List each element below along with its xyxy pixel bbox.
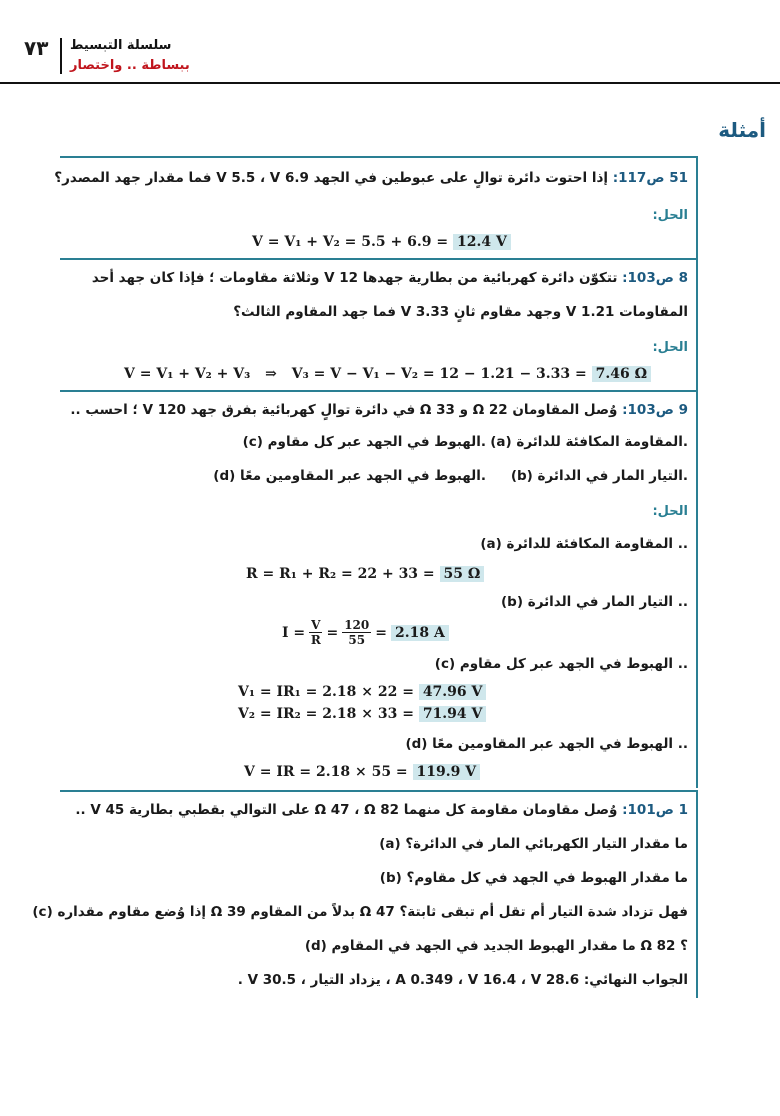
example-ref: 9 ص103: — [622, 402, 688, 418]
example-question — [54, 170, 688, 186]
answer-highlight: 55 Ω — [440, 566, 485, 582]
equation-left: V = V₁ + V₂ + V₃ — [124, 366, 251, 382]
part-b-equation — [282, 618, 449, 647]
example-ref: 1 ص101: — [622, 802, 688, 818]
option-b: (b) التيار المار في الدائرة. — [510, 468, 688, 484]
option-c: (c) الهبوط في الجهد عبر كل مقاوم. — [242, 434, 486, 450]
part-d-equation — [244, 764, 480, 780]
solution-label: الحل: — [652, 504, 688, 519]
part-a-equation — [246, 566, 484, 582]
equals-sign: = — [326, 624, 339, 641]
solution-label: الحل: — [652, 208, 688, 223]
fraction-den: R — [310, 633, 321, 647]
answer-highlight: 7.46 Ω — [592, 366, 651, 382]
question-text: وُصل مقاومان مقاومة كل منهما Ω 47 ، Ω 82 على التوالي بقطبي بطارية V 45 .. — [75, 802, 618, 818]
answer-highlight: 71.94 V — [419, 706, 487, 722]
fraction-values — [342, 618, 371, 647]
solution-equation — [124, 366, 651, 382]
equation-prefix: I = — [282, 624, 306, 641]
part-b-text: (b) التيار المار في الدائرة .. — [501, 594, 688, 610]
example-box-3 — [60, 390, 698, 788]
final-answer: الجواب النهائي: A 0.349 ، V 16.4 ، V 28.6 ، يزداد التيار ، V 30.5 . — [237, 972, 688, 988]
part-d-text: (d) الهبوط في الجهد عبر المقاومين معًا .. — [405, 736, 688, 752]
equation-right: V₃ = V − V₁ − V₂ = 12 − 1.21 − 3.33 = — [291, 366, 587, 382]
option-d: (d) الهبوط في الجهد عبر المقاومين معًا. — [213, 468, 486, 484]
part-c-equation-2 — [238, 706, 486, 722]
question-text: وُصل المقاومان Ω 22 و Ω 33 في دائرة توالٍ كهربائية بفرق جهد V 120 ؛ احسب .. — [70, 402, 618, 418]
option-a: (a) المقاومة المكافئة للدائرة. — [490, 434, 688, 450]
answer-highlight: 47.96 V — [419, 684, 487, 700]
header-divider — [60, 38, 62, 74]
fraction-num: 120 — [344, 618, 370, 632]
example-question-line1 — [92, 270, 688, 286]
part-a-text: (a) المقاومة المكافئة للدائرة .. — [480, 536, 688, 552]
equation-text: V₂ = IR₂ = 2.18 × 33 = — [238, 706, 414, 722]
part-c-text: (c) الهبوط في الجهد عبر كل مقاوم .. — [434, 656, 688, 672]
section-title: أمثلة — [718, 118, 766, 142]
example-box-1 — [54, 156, 698, 258]
question-c: (c) إذا وُضع مقاوم مقداره Ω 39 بدلاً من المقاوم Ω 47 فهل تزداد شدة التيار أم تقل أم تبقى ثابتة؟ — [32, 904, 688, 920]
example-question — [70, 402, 688, 418]
answer-highlight: 2.18 A — [391, 625, 449, 641]
answer-highlight: 119.9 V — [413, 764, 481, 780]
fraction-num: V — [311, 618, 321, 632]
question-a: (a) ما مقدار التيار الكهربائي المار في الدائرة؟ — [379, 836, 688, 852]
question-b: (b) ما مقدار الهبوط في الجهد في كل مقاوم؟ — [379, 870, 688, 886]
answer-highlight: 12.4 V — [453, 234, 511, 250]
fraction-vr — [309, 618, 322, 647]
series-name: سلسلة التبسيط — [70, 38, 172, 53]
example-question — [75, 802, 688, 818]
solution-equation — [252, 234, 511, 250]
equation-text: V = IR = 2.18 × 55 = — [244, 764, 408, 780]
example-box-2 — [60, 258, 698, 390]
equals-sign: = — [375, 624, 387, 641]
implies-arrow: ⇒ — [265, 366, 277, 382]
series-slogan: ببساطة .. واختصار — [70, 58, 190, 73]
example-question-line2: المقاومات V 1.21 وجهد مقاوم ثانٍ V 3.33 فما جهد المقاوم الثالث؟ — [233, 304, 688, 320]
solution-label: الحل: — [652, 340, 688, 355]
equation-text: R = R₁ + R₂ = 22 + 33 = — [246, 566, 435, 582]
question-text: إذا احتوت دائرة توالٍ على عبوطين في الجهد V 5.5 ، V 6.9 فما مقدار جهد المصدر؟ — [54, 170, 609, 186]
page-number: ٧٣ — [24, 36, 49, 60]
question-d: (d) ما مقدار الهبوط الجديد في الجهد في المقاوم Ω 82 ؟ — [304, 938, 688, 954]
fraction-den: 55 — [348, 633, 366, 647]
question-text: تتكوّن دائرة كهربائية من بطارية جهدها V 12 وثلاثة مقاومات ؛ فإذا كان جهد أحد — [91, 270, 618, 286]
example-ref: 8 ص103: — [622, 270, 688, 286]
equation-text: V₁ = IR₁ = 2.18 × 22 = — [238, 684, 414, 700]
part-c-equation-1 — [238, 684, 486, 700]
example-ref: 51 ص117: — [612, 170, 688, 186]
header-rule — [0, 82, 780, 84]
example-box-4 — [32, 790, 698, 998]
equation-text: V = V₁ + V₂ = 5.5 + 6.9 = — [252, 234, 449, 250]
